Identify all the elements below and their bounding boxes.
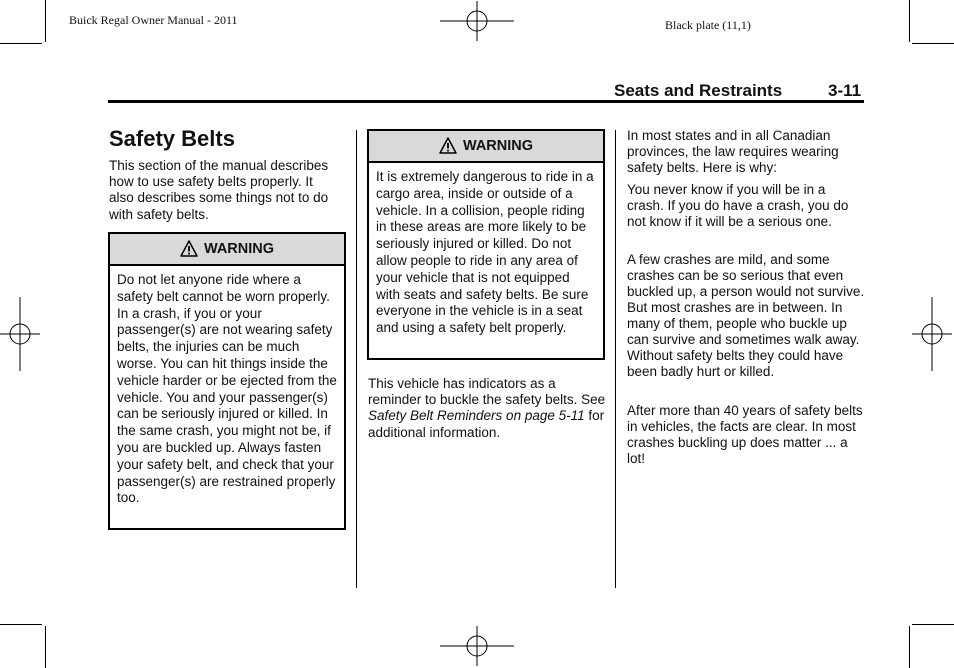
reminder-paragraph [368, 376, 606, 441]
crop-mark [912, 624, 954, 625]
body-paragraph: In most states and in all Canadian provinces, the law requires wearing safety belts. Here is why: [627, 128, 839, 175]
crop-mark [45, 0, 46, 42]
plate-label: Black plate (11,1) [665, 18, 751, 32]
column-divider [356, 130, 357, 588]
warning-text: It is extremely dangerous to ride in a cargo area, inside or outside of a vehicle. In a collision, people riding in these areas are more likely to be seriously injured or killed. Do not allow people to ride in any area of your vehicle that is not equipped with seats and safety belts. Be sure everyone in the vehicle is in a seat and using a safety belt properly. [376, 169, 594, 336]
body-paragraph: You never know if you will be in a crash. If you do have a crash, you do not know if it will be a serious one. [627, 182, 849, 229]
warning-label: WARNING [203, 241, 275, 257]
crop-mark [0, 624, 42, 625]
column-divider [615, 130, 616, 588]
warning-triangle-icon [180, 240, 198, 258]
crop-mark [909, 0, 910, 42]
cross-reference-link[interactable]: Safety Belt Reminders on page 5-11 [368, 408, 585, 424]
crop-mark [912, 43, 954, 44]
body-paragraph: After more than 40 years of safety belts in vehicles, the facts are clear. In most crashes buckling up does matter ... a lot! [627, 403, 863, 466]
crop-mark [45, 626, 46, 668]
intro-paragraph: This section of the manual describes how to use safety belts properly. It also describes some things not to do with safety belts. [109, 158, 329, 222]
crop-mark [0, 43, 42, 44]
warning-header [369, 131, 603, 163]
header-rule [108, 100, 864, 103]
body-paragraph: A few crashes are mild, and some crashes can be so serious that even buckled up, a person would not survive. But most crashes are in between. In many of them, people who buckle up can survive and sometimes walk away. Without safety belts they could have been badly hurt or killed. [627, 252, 865, 379]
registration-mark-icon [440, 1, 514, 41]
warning-text: Do not let anyone ride where a safety belt cannot be worn properly. In a crash, if you or your passenger(s) are not wearing safety belts, the injuries can be much worse. You can hit things inside the vehicle harder or be ejected from the vehicle. You and your passenger(s) can be seriously injured or killed. In the same crash, you might not be, if you are buckled up. Always fasten your safety belt, and check that your passenger(s) are restrained properly too. [117, 272, 337, 506]
registration-mark-icon [0, 297, 40, 371]
crop-mark [909, 626, 910, 668]
reminder-text: for additional information. [368, 408, 605, 440]
warning-triangle-icon [439, 137, 457, 155]
registration-mark-icon [912, 297, 952, 371]
manual-title: Buick Regal Owner Manual - 2011 [69, 13, 238, 27]
page-number: 3-11 [828, 81, 862, 100]
warning-label: WARNING [462, 138, 534, 154]
page-title: Safety Belts [109, 126, 235, 151]
registration-mark-icon [440, 626, 514, 666]
section-title: Seats and Restraints [614, 81, 783, 100]
warning-box [367, 129, 605, 360]
warning-header [110, 234, 344, 266]
reminder-text: This vehicle has indicators as a reminder to buckle the safety belts. See [368, 376, 606, 408]
warning-box [108, 232, 346, 530]
